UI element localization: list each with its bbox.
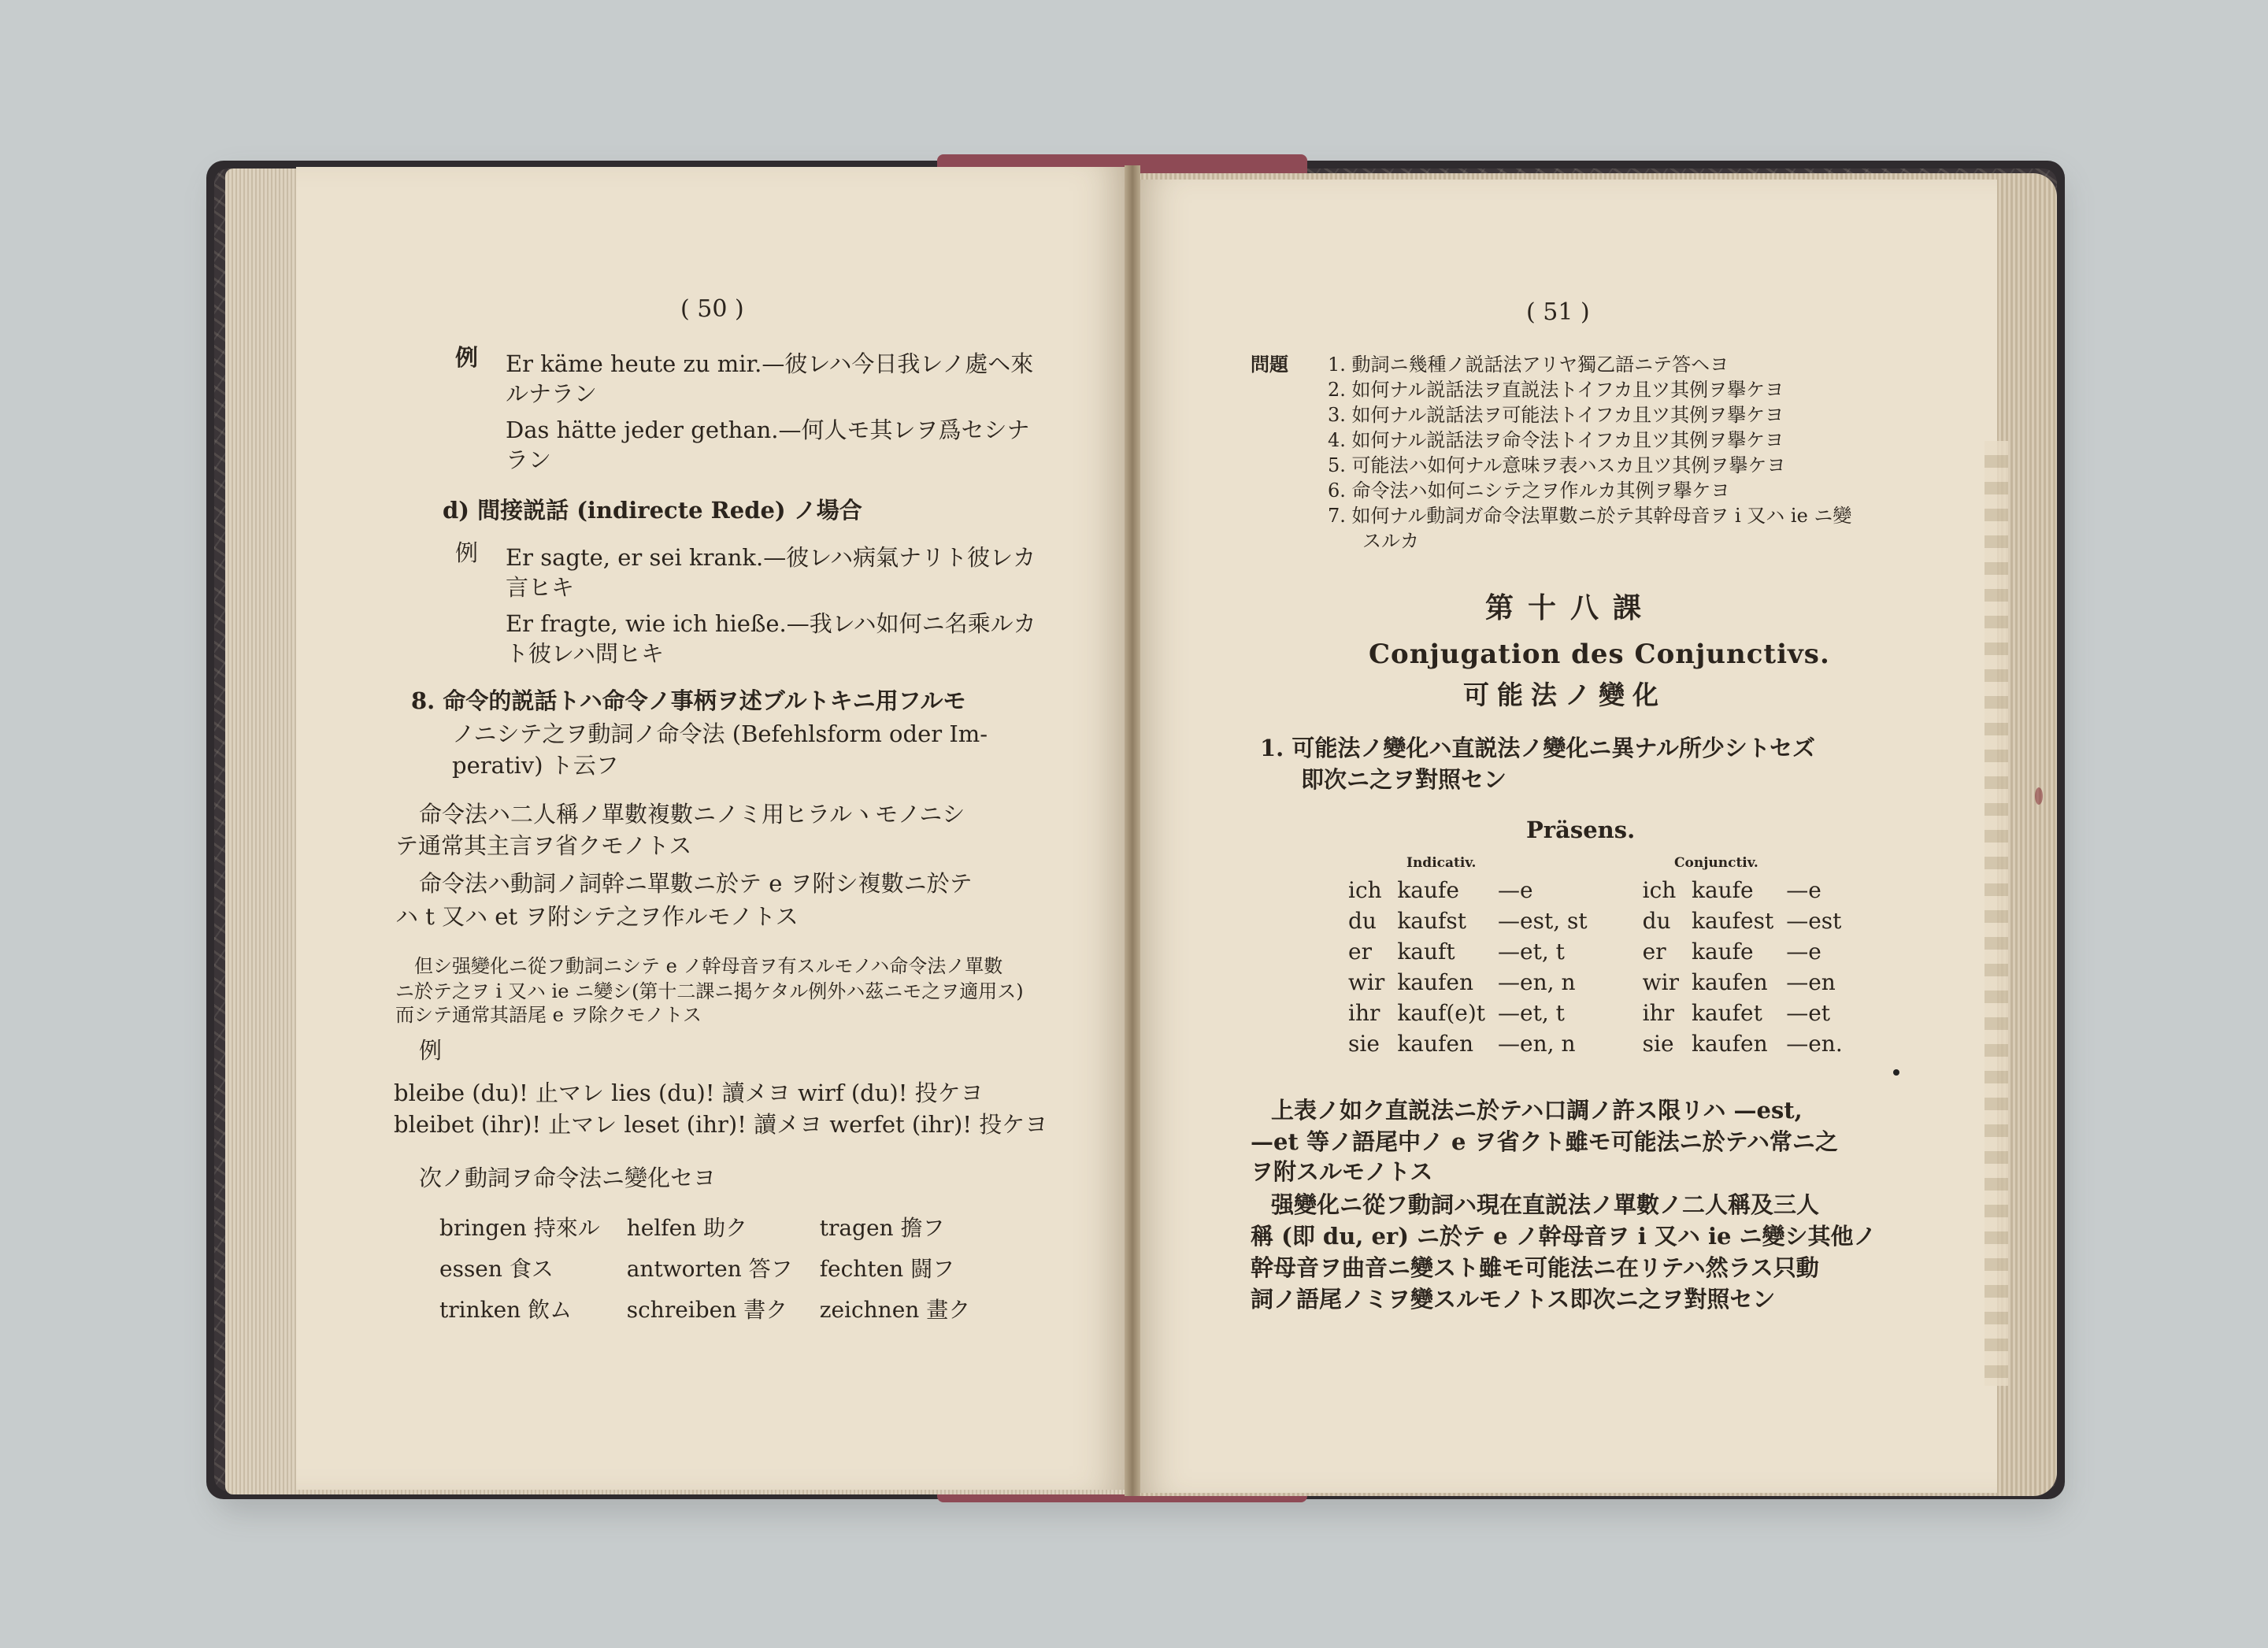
paragraph-a-line-2: —et 等ノ語尾中ノ e ヲ省クト雖モ可能法ニ於テハ常ニ之 (1251, 1128, 1838, 1155)
example-2-line-1: Das hätte jeder gethan.—何人モ其レヲ爲セシナ (506, 417, 1030, 443)
indicative-ending-cell: —en, n (1498, 1031, 1576, 1057)
imperative-row-1: bleibe (du)! 止マレ lies (du)! 讀メヨ wirf (du)! 投ケヨ (394, 1080, 984, 1106)
verb-cell: schreiben 書ク (626, 1297, 788, 1323)
example-5-marker: 例 (419, 1037, 443, 1064)
paragraph-2-line-1: 命令法ハ動詞ノ詞幹ニ單數ニ於テ e ヲ附シ複數ニ於テ (419, 870, 973, 897)
lesson-subtitle-german: Conjugation des Conjunctivs. (1369, 639, 1830, 670)
conjugation-table (1348, 877, 1855, 1061)
indicative-ending-cell: —est, st (1498, 908, 1588, 934)
item-8-line-1: 8. 命令的説話トハ命令ノ事柄ヲ述ブルトキニ用フルモ (411, 687, 966, 714)
pronoun-cell: ihr (1348, 1000, 1380, 1026)
pronoun-cell: du (1348, 908, 1377, 934)
indicative-ending-cell: —et, t (1498, 1000, 1565, 1026)
right-page-number: ( 51 ) (1526, 298, 1590, 326)
table-row (1348, 1031, 1855, 1061)
paragraph-a-line-1: 上表ノ如ク直説法ニ於テハ口調ノ許ス限リハ —est, (1271, 1097, 1803, 1124)
paragraph-a-line-3: ヲ附スルモノトス (1251, 1158, 1433, 1185)
indicative-form-cell: kaufst (1397, 908, 1466, 934)
question-7: 7. 如何ナル動詞ガ命令法單數ニ於テ其幹母音ヲ i 又ハ ie ニ變 (1328, 505, 1852, 527)
conjunctive-ending-cell: —est (1786, 908, 1842, 934)
paragraph-b-line-1: 强變化ニ從フ動詞ハ現在直説法ノ單數ノ二人稱及三人 (1271, 1191, 1820, 1218)
question-7-continuation: スルカ (1362, 530, 1419, 552)
note-line-2: ニ於テ之ヲ i 又ハ ie ニ變シ(第十二課ニ掲ケタル例外ハ茲ニモ之ヲ適用ス) (395, 980, 1024, 1002)
imperative-row-2: bleibet (ihr)! 止マレ leset (ihr)! 讀メヨ werfet (ihr)! 投ケヨ (394, 1111, 1048, 1138)
tense-heading: Präsens. (1526, 817, 1636, 843)
question-3: 3. 如何ナル説話法ヲ可能法トイフカ且ツ其例ヲ擧ケヨ (1328, 404, 1784, 426)
pronoun-cell: wir (1348, 969, 1385, 995)
example-1-line-2: ルナラン (506, 380, 598, 407)
paragraph-b-line-4: 詞ノ語尾ノミヲ變スルモノトス即次ニ之ヲ對照セン (1251, 1286, 1776, 1313)
left-page-number: ( 50 ) (680, 295, 744, 323)
conjunctive-ending-cell: —e (1786, 939, 1821, 965)
section-d-heading: d) 間接説話 (indirecte Rede) ノ場合 (443, 497, 862, 524)
paragraph-b-line-2: 稱 (即 du, er) ニ於テ e ノ幹母音ヲ i 又ハ ie ニ變シ其他ノ (1251, 1223, 1877, 1250)
column-header-conjunctiv: Conjunctiv. (1674, 855, 1758, 871)
indicative-ending-cell: —e (1498, 877, 1533, 903)
conjunctive-ending-cell: —en. (1786, 1031, 1843, 1057)
verb-cell: tragen 擔フ (819, 1215, 945, 1241)
pronoun-cell: ich (1642, 877, 1677, 903)
item-8-line-2: ノニシテ之ヲ動詞ノ命令法 (Befehlsform oder Im- (452, 720, 988, 747)
paragraph-b-line-3: 幹母音ヲ曲音ニ變スト雖モ可能法ニ在リテハ然ラス只動 (1251, 1254, 1819, 1281)
example-3-line-1: Er sagte, er sei krank.—彼レハ病氣ナリト彼レカ (506, 544, 1036, 571)
table-row (1348, 1000, 1855, 1031)
item-8-line-3: perativ) ト云フ (452, 752, 619, 779)
question-6: 6. 命令法ハ如何ニシテ之ヲ作ルカ其例ヲ擧ケヨ (1328, 480, 1730, 502)
example-4-line-2: ト彼レハ問ヒキ (506, 640, 664, 667)
pronoun-cell: du (1642, 908, 1671, 934)
question-5: 5. 可能法ハ如何ナル意味ヲ表ハスカ且ツ其例ヲ擧ケヨ (1328, 454, 1786, 476)
example-marker: 例 (455, 344, 479, 371)
item-1-line-2: 即次ニ之ヲ對照セン (1301, 766, 1507, 793)
indicative-form-cell: kaufe (1397, 877, 1459, 903)
indicative-form-cell: kauft (1397, 939, 1455, 965)
example-4-line-1: Er fragte, wie ich hieße.—我レハ如何ニ名乘ルカ (506, 610, 1036, 637)
conjunctive-form-cell: kaufe (1691, 877, 1754, 903)
pronoun-cell: sie (1642, 1031, 1674, 1057)
table-row (1348, 969, 1855, 1000)
right-edge-wear (1984, 441, 2008, 1386)
conjunctive-form-cell: kaufest (1691, 908, 1774, 934)
lesson-title: 第十八課 (1485, 591, 1656, 624)
paragraph-1-line-2: テ通常其主言ヲ省クモノトス (395, 832, 692, 859)
table-row (439, 1252, 997, 1293)
conjunctive-form-cell: kaufen (1691, 1031, 1768, 1057)
table-row (1348, 877, 1855, 908)
table-row (439, 1293, 997, 1334)
indicative-form-cell: kauf(e)t (1397, 1000, 1486, 1026)
verb-cell: fechten 闘フ (819, 1256, 955, 1282)
pronoun-cell: wir (1642, 969, 1679, 995)
item-1-line-1: 1. 可能法ノ變化ハ直説法ノ變化ニ異ナル所少シトセズ (1260, 735, 1816, 761)
example-3-marker: 例 (455, 539, 479, 566)
example-1-line-1: Er käme heute zu mir.—彼レハ今日我レノ處ヘ來 (506, 350, 1034, 377)
indicative-ending-cell: —et, t (1498, 939, 1565, 965)
verb-cell: essen 食ス (439, 1256, 554, 1282)
note-line-3: 而シテ通常其語尾 e ヲ除クモノトス (395, 1004, 702, 1026)
pronoun-cell: ich (1348, 877, 1382, 903)
question-1: 1. 動詞ニ幾種ノ説話法アリヤ獨乙語ニテ答ヘヨ (1328, 354, 1729, 376)
pronoun-cell: er (1642, 939, 1666, 965)
pronoun-cell: ihr (1642, 1000, 1675, 1026)
verb-cell: bringen 持來ル (439, 1215, 600, 1241)
verb-cell: antworten 答フ (626, 1256, 793, 1282)
page-stain (2035, 787, 2043, 805)
paragraph-2-line-2: ハ t 又ハ et ヲ附シテ之ヲ作ルモノトス (395, 903, 799, 930)
verb-cell: zeichnen 畫ク (819, 1297, 971, 1323)
book-gutter (1125, 165, 1140, 1496)
example-3-line-2: 言ヒキ (506, 574, 575, 601)
conjunctive-ending-cell: —et (1786, 1000, 1831, 1026)
column-header-indicativ: Indicativ. (1406, 855, 1477, 871)
questions-label: 問題 (1251, 353, 1288, 376)
question-2: 2. 如何ナル説話法ヲ直説法トイフカ且ツ其例ヲ擧ケヨ (1328, 379, 1784, 401)
ink-dot (1893, 1069, 1899, 1076)
example-2-line-2: ラン (506, 446, 552, 473)
paragraph-1-line-1: 命令法ハ二人稱ノ單數複數ニノミ用ヒラルヽモノニシ (419, 801, 965, 828)
note-line-1: 但シ强變化ニ從フ動詞ニシテ e ノ幹母音ヲ有スルモノハ命令法ノ單數 (414, 955, 1003, 977)
verb-exercise-table (439, 1211, 997, 1334)
conjunctive-form-cell: kaufe (1691, 939, 1754, 965)
exercise-instruction: 次ノ動詞ヲ命令法ニ變化セヨ (419, 1165, 717, 1191)
table-row (1348, 908, 1855, 939)
table-row (439, 1211, 997, 1252)
indicative-form-cell: kaufen (1397, 969, 1473, 995)
indicative-ending-cell: —en, n (1498, 969, 1576, 995)
indicative-form-cell: kaufen (1397, 1031, 1473, 1057)
conjunctive-ending-cell: —en (1786, 969, 1836, 995)
table-row (1348, 939, 1855, 969)
verb-cell: helfen 助ク (626, 1215, 748, 1241)
conjunctive-ending-cell: —e (1786, 877, 1821, 903)
verb-cell: trinken 飲ム (439, 1297, 573, 1323)
conjunctive-form-cell: kaufet (1691, 1000, 1762, 1026)
question-4: 4. 如何ナル説話法ヲ命令法トイフカ且ツ其例ヲ擧ケヨ (1328, 429, 1784, 451)
lesson-subtitle-japanese: 可能法ノ變化 (1463, 680, 1666, 710)
conjunctive-form-cell: kaufen (1691, 969, 1768, 995)
pronoun-cell: er (1348, 939, 1372, 965)
pronoun-cell: sie (1348, 1031, 1380, 1057)
